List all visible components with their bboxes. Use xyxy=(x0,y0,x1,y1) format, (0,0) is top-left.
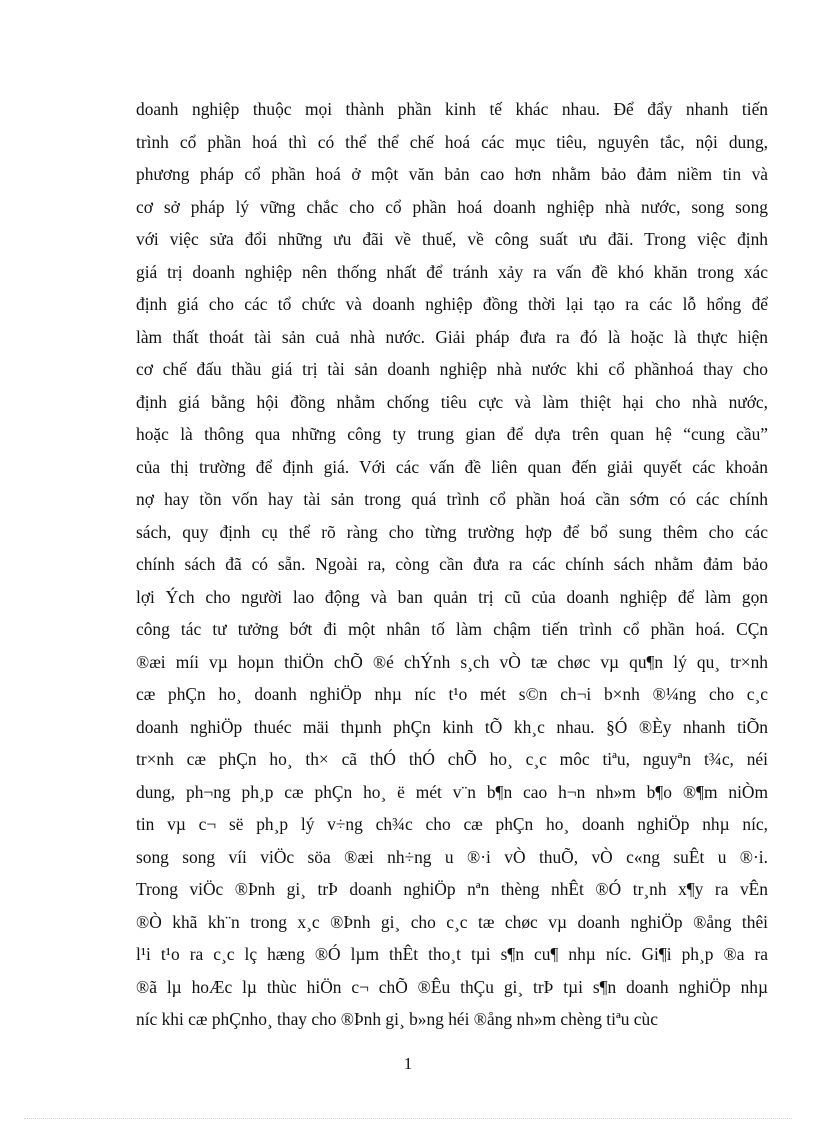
text-line-8: làm thất thoát tài sản cuả nhà nước. Giải pháp đưa ra đó là hoặc là thực hiện xyxy=(136,326,768,347)
text-line-22: dung, ph¬ng ph¸p cæ phÇn ho¸ ë mét v¨n b¶n cao h¬n nh»m b¶o ®¶m niÒm xyxy=(136,781,768,802)
text-line-6: giá trị doanh nghiệp nên thống nhất để tránh xảy ra vấn đề khó khăn trong xác xyxy=(136,261,768,282)
text-line-29: níc khi cæ phÇnho¸ thay cho ®Þnh gi¸ b»ng héi ®ång nh»m chèng tiªu cùc xyxy=(136,1009,658,1029)
page-number: 1 xyxy=(403,1054,413,1073)
text-line-24: song song víi viÖc söa ®æi nh÷ng u ®·i vÒ thuÕ, vÒ c«ng suÊt u ®·i. xyxy=(136,846,768,867)
text-line-5: với việc sửa đổi những ưu đãi về thuế, về công suất ưu đãi. Trong việc định xyxy=(136,229,768,249)
text-line-11: hoặc là thông qua những công ty trung gian để dựa trên quan hệ “cung cầu” xyxy=(136,424,768,444)
text-line-25: Trong viÖc ®Þnh gi¸ trÞ doanh nghiÖp nªn thèng nhÊt ®Ó tr¸nh x¶y ra vÊn xyxy=(136,879,768,899)
text-line-18: ®æi míi vµ hoµn thiÖn chÕ ®é chÝnh s¸ch vÒ tæ chøc vµ qu¶n lý qu¸ tr×nh xyxy=(136,651,768,672)
text-line-23: tin vµ c¬ së ph¸p lý v÷ng ch¾c cho cæ phÇn ho¸ doanh nghiÖp nhµ níc, xyxy=(136,814,768,834)
text-line-16: lợi Ých cho người lao động và ban quản trị cũ của doanh nghiệp để làm gọn xyxy=(136,586,768,607)
text-line-20: doanh nghiÖp thuéc mäi thµnh phÇn kinh tÕ kh¸c nhau. §Ó ®Èy nhanh tiÕn xyxy=(136,716,768,737)
text-line-27: l¹i t¹o ra c¸c lç hæng ®Ó lµm thÊt tho¸t tµi s¶n cu¶ nhµ níc. Gi¶i ph¸p ®a ra xyxy=(136,944,768,964)
text-line-26: ®Ò khã kh¨n trong x¸c ®Þnh gi¸ cho c¸c tæ chøc vµ doanh nghiÖp ®ång thêi xyxy=(136,911,768,932)
text-line-7: định giá cho các tổ chức và doanh nghiệp đồng thời lại tạo ra các lỗ hổng để xyxy=(136,294,768,314)
text-line-10: định giá bằng hội đồng nhằm chống tiêu cực và làm thiệt hại cho nhà nước, xyxy=(136,391,768,412)
page-bottom-divider xyxy=(24,1118,792,1119)
text-line-13: nợ hay tồn vốn hay tài sản trong quá trình cổ phần hoá cần sớm có các chính xyxy=(136,489,768,509)
text-line-12: của thị trường để định giá. Với các vấn đề liên quan đến giải quyết các khoản xyxy=(136,456,768,477)
text-line-4: cơ sở pháp lý vững chắc cho cổ phần hoá doanh nghiệp nhà nước, song song xyxy=(136,196,768,217)
text-line-14: sách, quy định cụ thể rõ ràng cho từng trường hợp để bổ sung thêm cho các xyxy=(136,521,768,542)
text-line-9: cơ chế đấu thầu giá trị tài sản doanh nghiệp nhà nước khi cổ phầnhoá thay cho xyxy=(136,359,768,379)
text-line-15: chính sách đã có sẵn. Ngoài ra, còng cần đưa ra các chính sách nhằm đảm bảo xyxy=(136,554,768,574)
text-line-19: cæ phÇn ho¸ doanh nghiÖp nhµ níc t¹o mét s©n ch¬i b×nh ®¼ng cho c¸c xyxy=(136,684,768,704)
text-line-1: doanh nghiệp thuộc mọi thành phần kinh tế khác nhau. Để đẩy nhanh tiến xyxy=(136,99,768,119)
body-text xyxy=(136,93,768,1036)
text-line-21: tr×nh cæ phÇn ho¸ th× cã thÓ thÓ chÕ ho¸ c¸c môc tiªu, nguyªn t¾c, néi xyxy=(136,749,768,769)
text-line-28: ®ã lµ hoÆc lµ thùc hiÖn c¬ chÕ ®Êu thÇu gi¸ trÞ tµi s¶n doanh nghiÖp nhµ xyxy=(136,976,768,997)
text-line-3: phương pháp cổ phần hoá ở một văn bản cao hơn nhằm bảo đảm niềm tin và xyxy=(136,164,768,184)
text-line-17: công tác tư tưởng bớt đi một nhân tố làm chậm tiến trình cổ phần hoá. CÇn xyxy=(136,619,768,639)
text-line-2: trình cổ phần hoá thì có thể thể chế hoá các mục tiêu, nguyên tắc, nội dung, xyxy=(136,131,768,152)
